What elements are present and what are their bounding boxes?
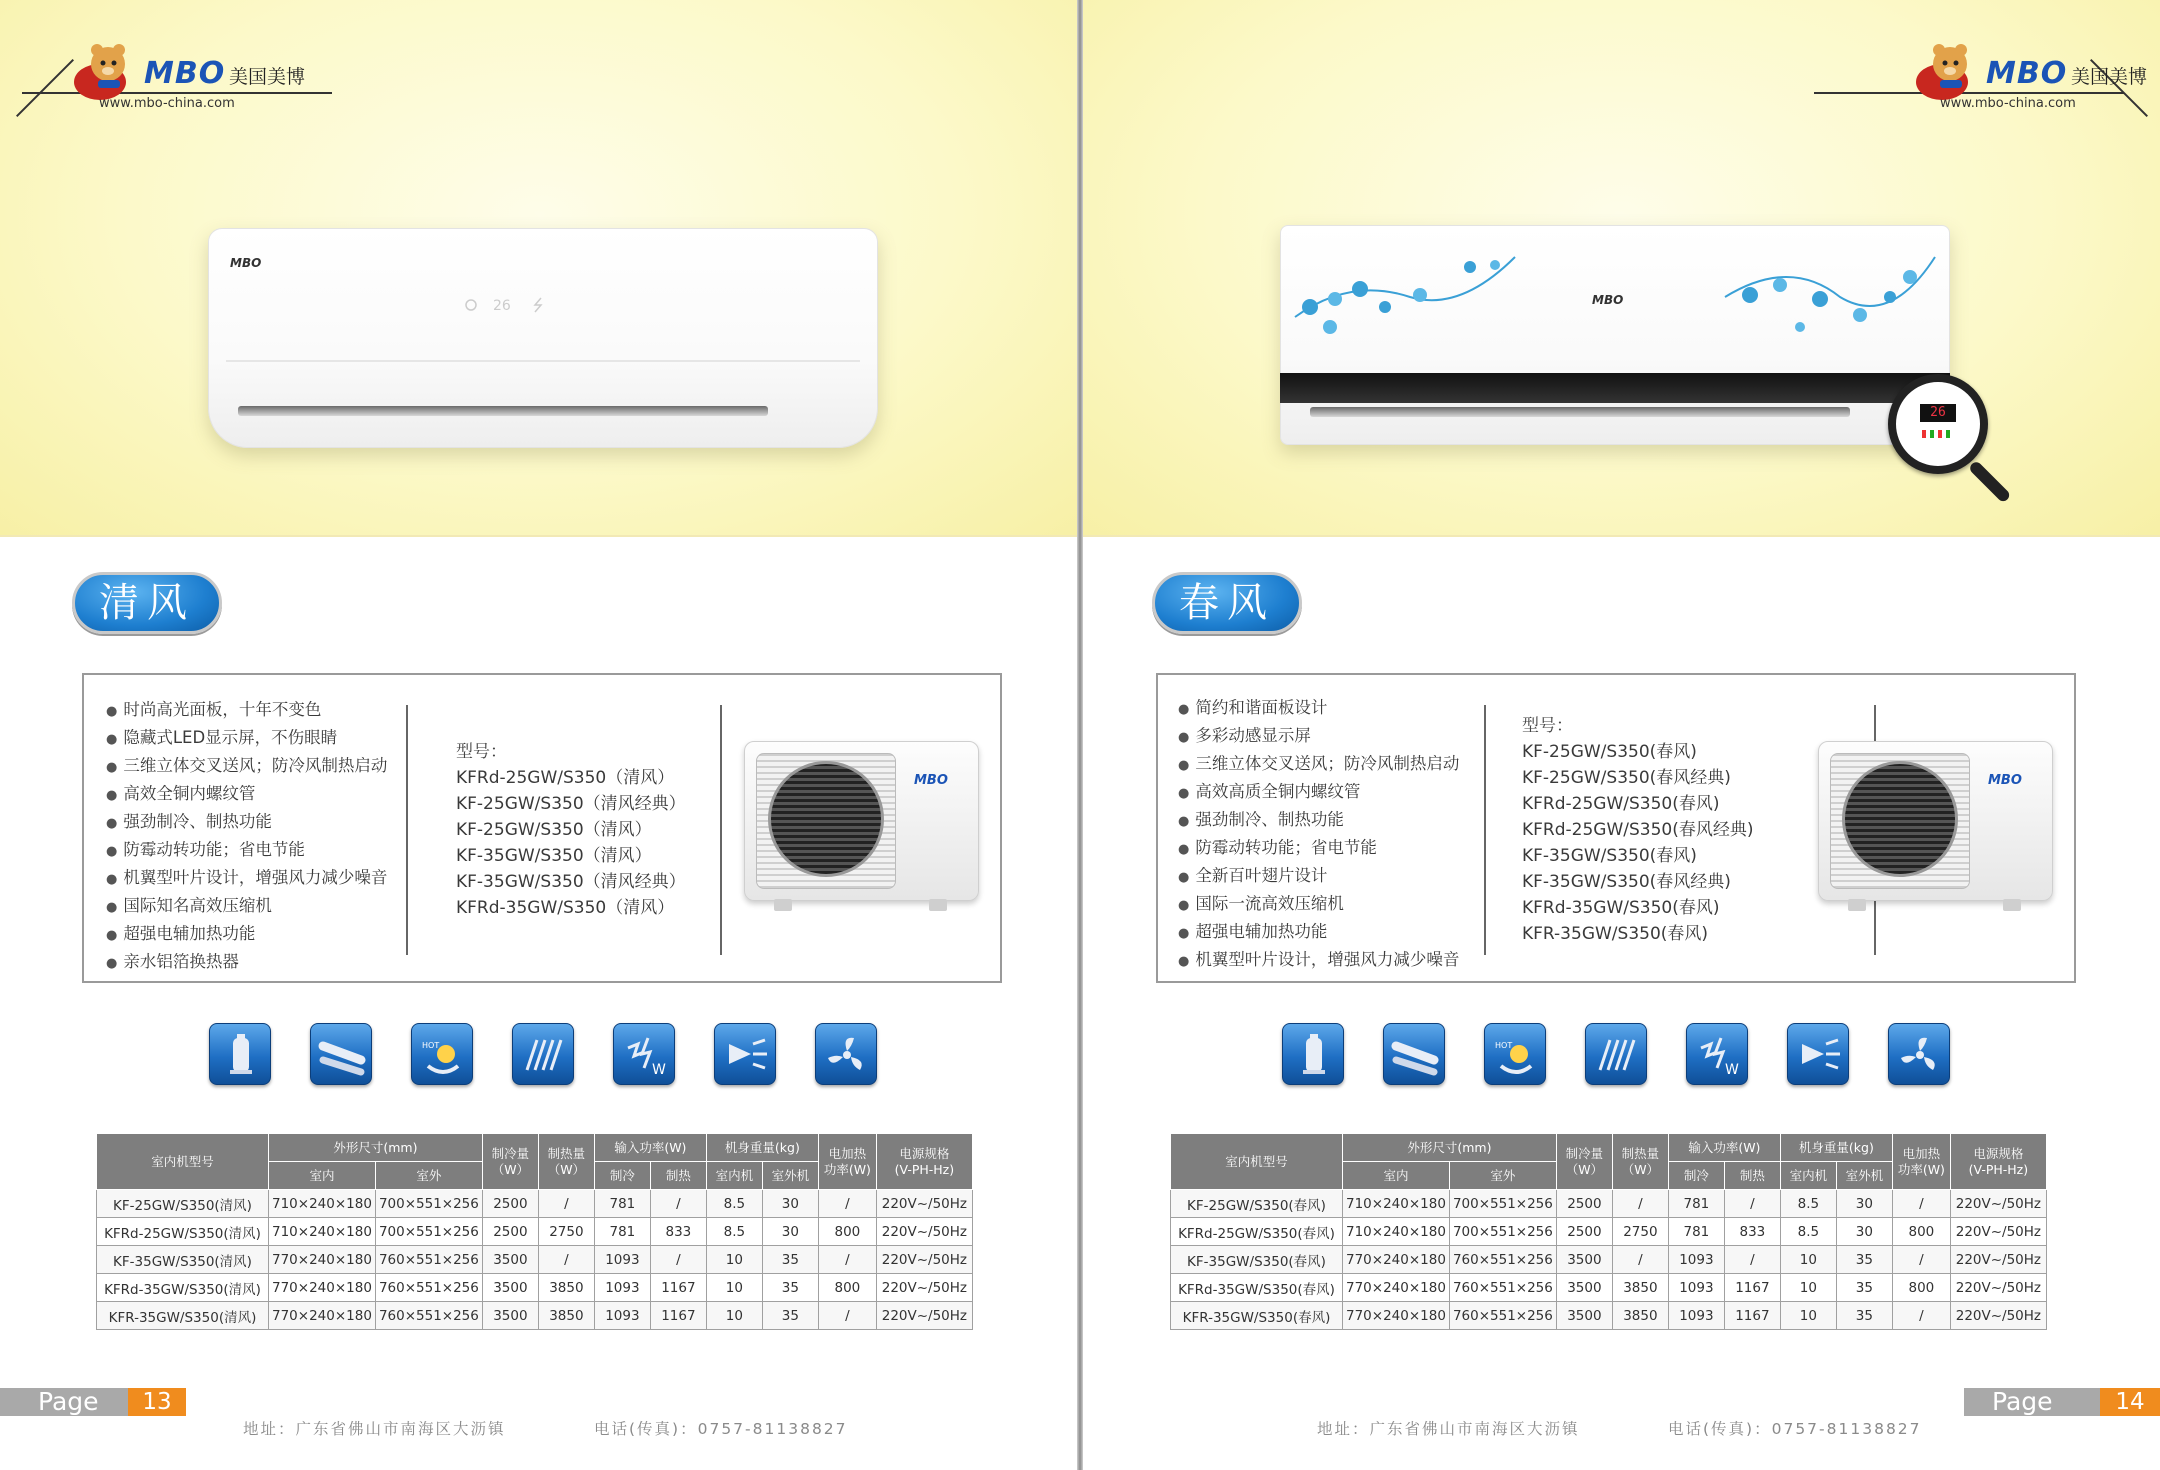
table-cell: 3500 [482,1246,538,1274]
table-cell: 30 [762,1218,818,1246]
model-item: KFRd-25GW/S350（清风） [456,768,675,788]
header-cooling: 制冷量 （W） [1556,1134,1612,1190]
series-title: 清风 [72,572,222,634]
header-weight: 机身重量(kg) [706,1134,818,1162]
heat-coil-icon [512,1023,574,1085]
feature-item: ● 三维立体交叉送风；防冷风制热启动 [106,753,387,781]
feature-item: ● 超强电辅加热功能 [106,921,387,949]
table-cell: / [1612,1246,1668,1274]
footer-address: 地址：广东省佛山市南海区大沥镇 [1317,1420,1580,1438]
table-cell: 3850 [1612,1302,1668,1330]
hidden-led-display-icon [463,293,553,317]
model-item: KFRd-35GW/S350（清风） [456,898,675,918]
table-cell: 35 [1836,1246,1892,1274]
table-cell: / [1724,1246,1780,1274]
table-cell: 1167 [650,1274,706,1302]
table-cell: 770×240×180 [1343,1246,1450,1274]
table-cell: 220V~/50Hz [876,1246,972,1274]
table-cell: 8.5 [706,1218,762,1246]
black-trim-strip [1280,373,1950,403]
table-cell: 220V~/50Hz [1950,1274,2046,1302]
outdoor-unit-logo: MBO [914,773,948,788]
table-cell: / [1612,1190,1668,1218]
feature-box [1156,673,2076,983]
table-row [1171,1246,2047,1274]
outdoor-unit-logo: MBO [1988,773,2022,788]
table-cell: 833 [650,1218,706,1246]
brand-name-cn: 美国美博 [229,66,306,88]
table-cell: KFR-35GW/S350(春风) [1171,1302,1343,1330]
table-cell: 10 [706,1302,762,1330]
table-cell: / [1724,1190,1780,1218]
header-model: 室内机型号 [97,1134,269,1190]
table-cell: 220V~/50Hz [876,1218,972,1246]
header-input-power: 输入功率(W) [1668,1134,1780,1162]
airflow-icon [1787,1023,1849,1085]
page-number: 13 [128,1388,186,1416]
header-cooling: 制冷量 （W） [482,1134,538,1190]
table-cell: 1093 [1668,1274,1724,1302]
fan-blade-icon [815,1023,877,1085]
tank-icon [209,1023,271,1085]
indoor-unit-image [1280,225,1950,445]
table-cell: 781 [1668,1218,1724,1246]
page-label: Page [1964,1388,2102,1416]
feature-item: ● 隐藏式LED显示屏，不伤眼睛 [106,725,387,753]
table-cell: 35 [762,1302,818,1330]
table-cell: / [818,1302,876,1330]
table-cell: 800 [818,1274,876,1302]
table-cell: 30 [1836,1218,1892,1246]
table-cell: 8.5 [706,1190,762,1218]
table-cell: 760×551×256 [1449,1246,1556,1274]
table-cell: 30 [1836,1190,1892,1218]
floral-pattern-left [1290,237,1520,347]
floral-pattern-right [1720,237,1940,347]
table-cell: 3850 [538,1274,594,1302]
table-cell: 2500 [482,1218,538,1246]
outdoor-unit-image [744,741,979,916]
header-dimensions: 外形尺寸(mm) [269,1134,483,1162]
table-cell: 1093 [594,1302,650,1330]
model-item: KFRd-25GW/S350(春风) [1522,794,1720,814]
svg-text:W: W [652,1062,666,1078]
table-cell: 1093 [594,1246,650,1274]
brand-website: www.mbo-china.com [99,96,235,111]
model-item: KF-35GW/S350(春风经典) [1522,872,1731,892]
model-item: KF-35GW/S350（清风经典） [456,872,686,892]
header-elec-heat: 电加热 功率(W) [818,1134,876,1190]
feature-list [106,697,387,977]
table-cell: 710×240×180 [1343,1218,1450,1246]
table-cell: 770×240×180 [269,1246,376,1274]
table-cell: KFR-35GW/S350(清风) [97,1302,269,1330]
table-cell: 220V~/50Hz [1950,1302,2046,1330]
table-cell: 710×240×180 [1343,1190,1450,1218]
outdoor-unit-image [1818,741,2053,916]
table-cell: 2750 [538,1218,594,1246]
feature-item: ● 高效全铜内螺纹管 [106,781,387,809]
brand-website: www.mbo-china.com [1940,96,2076,111]
table-cell: 3500 [1556,1274,1612,1302]
feature-item: ● 国际一流高效压缩机 [1178,891,1459,919]
table-cell: KFRd-25GW/S350(清风) [97,1218,269,1246]
copper-tube-icon [310,1023,372,1085]
footer-phone: 电话(传真)：0757-81138827 [1668,1420,1922,1438]
panel-logo: MBO [230,256,262,270]
feature-list [1178,695,1459,975]
feature-item: ● 超强电辅加热功能 [1178,919,1459,947]
table-cell: 710×240×180 [269,1218,376,1246]
magnifier-icon [1888,374,2070,504]
table-cell: 35 [1836,1274,1892,1302]
table-cell: KF-25GW/S350(清风) [97,1190,269,1218]
fan-blade-icon [1888,1023,1950,1085]
model-item: KF-35GW/S350（清风） [456,846,652,866]
table-cell: / [650,1190,706,1218]
table-cell: KF-35GW/S350(春风) [1171,1246,1343,1274]
fan-icon [1842,761,1958,877]
feature-item: ● 机翼型叶片设计，增强风力减少噪音 [1178,947,1459,975]
table-cell: KFRd-25GW/S350(春风) [1171,1218,1343,1246]
feature-item: ● 防霉动转功能；省电节能 [1178,835,1459,863]
model-item: KF-35GW/S350(春风) [1522,846,1697,866]
logo-wordmark: MBO [1986,56,2068,91]
feature-item: ● 亲水铝箔换热器 [106,949,387,977]
feature-item: ● 高效高质全铜内螺纹管 [1178,779,1459,807]
table-cell: 770×240×180 [1343,1274,1450,1302]
feature-item: ● 防霉动转功能；省电节能 [106,837,387,865]
table-cell: 30 [762,1190,818,1218]
heat-coil-icon [1585,1023,1647,1085]
spec-table: 室内机型号 外形尺寸(mm) 制冷量 （W） 制热量 （W） 输入功率(W) 机身重量(kg) 电加热 功率(W) 电源规格 (V-PH-Hz) 室内 室外 制冷 制热 室内机 室外机 KF-25GW/S350(春风) 710×240×180 700×551×256 2500 / 781 / 8.5 30 / 220V~/50Hz KFRd-25GW/S350(春风) 710×240×180 700×551×256 2500 2750 781 833 8.5 30 800 220V~/50Hz KF-35GW/S350(春风) 770×240×180 760×551×256 3500 / 1093 / 10 35 / 220V~/50Hz KFRd-35GW/S350(春风) 770×240×180 760×551×256 3500 3850 1093 1167 10 35 800 220V~/50Hz KFR-35GW/S350(春风) 770×240×180 760×551×256 3500 3850 1093 1167 10 35 / 220V~/50Hz [1170,1133,2047,1330]
table-cell: KFRd-35GW/S350(春风) [1171,1274,1343,1302]
table-cell: 800 [1892,1274,1950,1302]
table-cell: 35 [762,1274,818,1302]
table-cell: 3850 [1612,1274,1668,1302]
header-heating: 制热量 （W） [1612,1134,1668,1190]
table-cell: 1167 [1724,1302,1780,1330]
table-cell: 3500 [1556,1246,1612,1274]
feature-item: ● 三维立体交叉送风；防冷风制热启动 [1178,751,1459,779]
table-cell: 2500 [1556,1218,1612,1246]
table-cell: 1167 [650,1302,706,1330]
table-cell: 8.5 [1780,1190,1836,1218]
table-cell: 700×551×256 [375,1218,482,1246]
table-cell: 760×551×256 [375,1246,482,1274]
electric-heat-icon [613,1023,675,1085]
header-weight: 机身重量(kg) [1780,1134,1892,1162]
brand-name-cn: 美国美博 [2071,66,2148,88]
feature-item: ● 强劲制冷、制热功能 [106,809,387,837]
feature-box [82,673,1002,983]
header-elec-heat: 电加热 功率(W) [1892,1134,1950,1190]
electric-heat-icon [1686,1023,1748,1085]
table-cell: 3500 [482,1274,538,1302]
air-outlet [238,406,768,416]
table-cell: 35 [762,1246,818,1274]
feature-item: ● 强劲制冷、制热功能 [1178,807,1459,835]
page-14 [1080,0,2160,1470]
svg-text:26: 26 [493,298,511,314]
model-list-label: 型号： [1522,716,1573,736]
table-cell: 3850 [538,1302,594,1330]
table-cell: 1167 [1724,1274,1780,1302]
table-row [97,1246,973,1274]
table-cell: / [818,1246,876,1274]
series-title: 春风 [1152,572,1302,634]
model-item: KF-25GW/S350（清风） [456,820,652,840]
table-cell: 220V~/50Hz [876,1190,972,1218]
header-model: 室内机型号 [1171,1134,1343,1190]
temperature-display: 26 [1920,404,1956,422]
table-row [97,1218,973,1246]
table-cell: 3500 [482,1302,538,1330]
svg-text:HOT: HOT [1495,1041,1513,1050]
spec-table: 室内机型号 外形尺寸(mm) 制冷量 （W） 制热量 （W） 输入功率(W) 机身重量(kg) 电加热 功率(W) 电源规格 (V-PH-Hz) 室内 室外 制冷 制热 室内机 室外机 KF-25GW/S350(清风) 710×240×180 700×551×256 2500 / 781 / 8.5 30 / 220V~/50Hz KFRd-25GW/S350(清风) 710×240×180 700×551×256 2500 2750 781 833 8.5 30 800 220V~/50Hz KF-35GW/S350(清风) 770×240×180 760×551×256 3500 / 1093 / 10 35 / 220V~/50Hz KFRd-35GW/S350(清风) 770×240×180 760×551×256 3500 3850 1093 1167 10 35 800 220V~/50Hz KFR-35GW/S350(清风) 770×240×180 760×551×256 3500 3850 1093 1167 10 35 / 220V~/50Hz [96,1133,973,1330]
panel-logo: MBO [1592,293,1624,307]
table-cell: 2750 [1612,1218,1668,1246]
table-cell: 833 [1724,1218,1780,1246]
svg-text:HOT: HOT [422,1041,440,1050]
table-cell: 10 [706,1274,762,1302]
table-cell: 220V~/50Hz [876,1274,972,1302]
table-cell: 770×240×180 [1343,1302,1450,1330]
hot-start-icon [411,1023,473,1085]
table-cell: / [538,1246,594,1274]
model-list [1522,713,1754,947]
header-power-spec: 电源规格 (V-PH-Hz) [1950,1134,2046,1190]
table-cell: 800 [818,1218,876,1246]
table-cell: 10 [1780,1302,1836,1330]
table-cell: 700×551×256 [1449,1190,1556,1218]
table-cell: / [650,1246,706,1274]
table-row [1171,1302,2047,1330]
header-heating: 制热量 （W） [538,1134,594,1190]
table-cell: 2500 [482,1190,538,1218]
table-cell: 800 [1892,1218,1950,1246]
table-cell: KF-25GW/S350(春风) [1171,1190,1343,1218]
model-item: KFRd-25GW/S350(春风经典) [1522,820,1754,840]
page-number: 14 [2100,1388,2160,1416]
header-power-spec: 电源规格 (V-PH-Hz) [876,1134,972,1190]
feature-item: ● 全新百叶翅片设计 [1178,863,1459,891]
table-cell: KFRd-35GW/S350(清风) [97,1274,269,1302]
table-cell: 781 [594,1218,650,1246]
brand-logo [1828,28,2160,118]
hot-start-icon [1484,1023,1546,1085]
table-cell: 781 [1668,1190,1724,1218]
page-gutter [1077,0,1083,1470]
table-cell: 770×240×180 [269,1274,376,1302]
airflow-icon [714,1023,776,1085]
model-list-label: 型号： [456,742,507,762]
table-cell: 35 [1836,1302,1892,1330]
page-label: Page [0,1388,130,1416]
model-item: KF-25GW/S350（清风经典） [456,794,686,814]
feature-item: ● 机翼型叶片设计，增强风力减少噪音 [106,865,387,893]
copper-tube-icon [1383,1023,1445,1085]
table-cell: 760×551×256 [1449,1302,1556,1330]
table-cell: KF-35GW/S350(清风) [97,1246,269,1274]
table-cell: 10 [1780,1274,1836,1302]
feature-item: ● 简约和谐面板设计 [1178,695,1459,723]
table-cell: 770×240×180 [269,1302,376,1330]
table-cell: / [1892,1246,1950,1274]
table-cell: 1093 [1668,1246,1724,1274]
table-cell: / [538,1190,594,1218]
table-cell: 1093 [1668,1302,1724,1330]
table-row [97,1302,973,1330]
table-cell: / [1892,1190,1950,1218]
svg-text:W: W [1725,1062,1739,1078]
fan-icon [768,761,884,877]
table-cell: / [818,1190,876,1218]
table-cell: 220V~/50Hz [1950,1190,2046,1218]
logo-wordmark: MBO [144,56,226,91]
table-row [1171,1218,2047,1246]
table-cell: 220V~/50Hz [1950,1218,2046,1246]
model-item: KF-25GW/S350(春风) [1522,742,1697,762]
table-row [97,1274,973,1302]
footer-address: 地址：广东省佛山市南海区大沥镇 [243,1420,506,1438]
table-cell: 8.5 [1780,1218,1836,1246]
model-item: KF-25GW/S350(春风经典) [1522,768,1731,788]
table-cell: 781 [594,1190,650,1218]
table-row [1171,1190,2047,1218]
model-list [456,739,686,921]
table-cell: 700×551×256 [375,1190,482,1218]
table-cell: 220V~/50Hz [1950,1246,2046,1274]
footer-phone: 电话(传真)：0757-81138827 [594,1420,848,1438]
table-cell: 700×551×256 [1449,1218,1556,1246]
table-cell: 3500 [1556,1302,1612,1330]
table-cell: 760×551×256 [1449,1274,1556,1302]
table-cell: 2500 [1556,1190,1612,1218]
header-dimensions: 外形尺寸(mm) [1343,1134,1557,1162]
table-cell: 710×240×180 [269,1190,376,1218]
table-cell: 10 [1780,1246,1836,1274]
air-outlet [1310,407,1850,417]
table-cell: 1093 [594,1274,650,1302]
model-item: KFRd-35GW/S350(春风) [1522,898,1720,918]
feature-item: ● 时尚高光面板，十年不变色 [106,697,387,725]
table-cell: 220V~/50Hz [876,1302,972,1330]
table-row [97,1190,973,1218]
tank-icon [1282,1023,1344,1085]
table-cell: 10 [706,1246,762,1274]
table-cell: 760×551×256 [375,1302,482,1330]
indoor-unit-image [208,228,878,448]
model-item: KFR-35GW/S350(春风) [1522,924,1709,944]
feature-item: ● 国际知名高效压缩机 [106,893,387,921]
brand-logo [22,28,362,118]
table-cell: / [1892,1302,1950,1330]
table-row [1171,1274,2047,1302]
table-cell: 760×551×256 [375,1274,482,1302]
feature-item: ● 多彩动感显示屏 [1178,723,1459,751]
header-input-power: 输入功率(W) [594,1134,706,1162]
